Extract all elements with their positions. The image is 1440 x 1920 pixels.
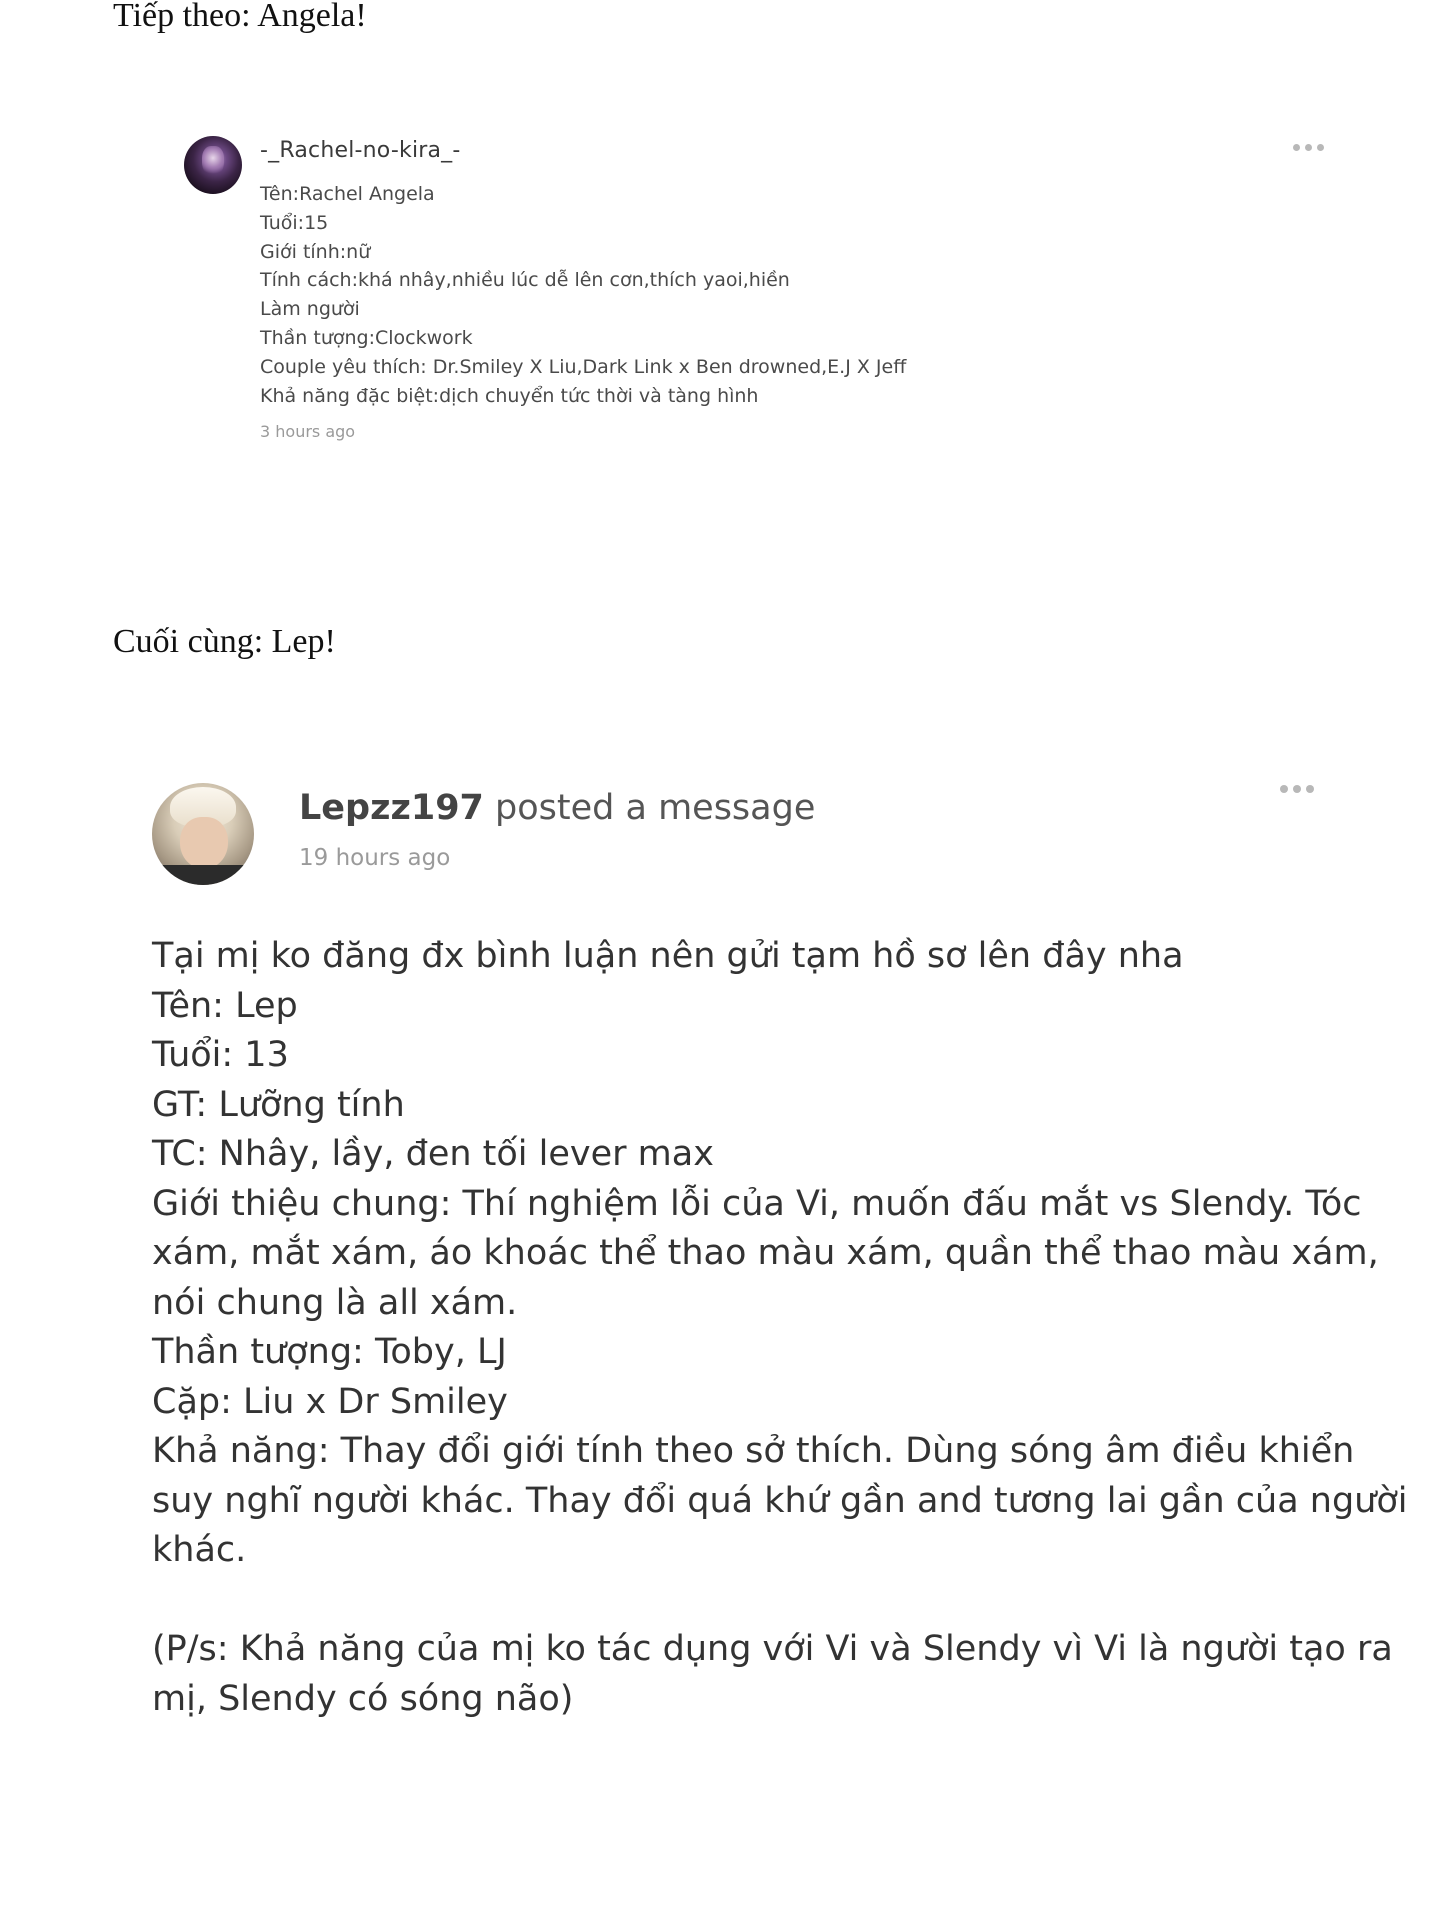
section-heading-lep: Cuối cùng: Lep! bbox=[113, 623, 336, 660]
post-line: Cặp: Liu x Dr Smiley bbox=[152, 1381, 508, 1422]
avatar-face bbox=[180, 817, 228, 869]
post-line: Tuổi: 13 bbox=[152, 1035, 289, 1075]
dot bbox=[1293, 785, 1301, 793]
comment-line: Giới tính:nữ bbox=[260, 240, 371, 263]
avatar[interactable] bbox=[184, 136, 242, 194]
post-timestamp: 19 hours ago bbox=[299, 845, 451, 871]
comment-line: Tên:Rachel Angela bbox=[260, 183, 435, 205]
avatar[interactable] bbox=[152, 783, 254, 885]
post-line: suy nghĩ người khác. Thay đổi quá khứ gần and tương lai gần của người bbox=[152, 1480, 1408, 1521]
comment-timestamp: 3 hours ago bbox=[260, 422, 356, 441]
comment-line: Làm người bbox=[260, 298, 360, 321]
post-line: Tên: Lep bbox=[152, 985, 298, 1026]
post-line: mị, Slendy có sóng não) bbox=[152, 1678, 574, 1719]
post-line: khác. bbox=[152, 1530, 247, 1570]
post-line: Tại mị ko đăng đx bình luận nên gửi tạm hồ sơ lên đây nha bbox=[152, 936, 1184, 976]
comment-card bbox=[0, 0, 1440, 480]
post-blank-line bbox=[152, 1576, 1408, 1626]
post-line: xám, mắt xám, áo khoác thể thao màu xám, quần thể thao màu xám, bbox=[152, 1233, 1379, 1273]
dot bbox=[1317, 144, 1324, 151]
more-horizontal-icon[interactable] bbox=[1293, 144, 1324, 151]
post-line: Khả năng: Thay đổi giới tính theo sở thích. Dùng sóng âm điều khiển bbox=[152, 1431, 1355, 1471]
more-horizontal-icon[interactable] bbox=[1280, 785, 1314, 793]
comment-line: Khả năng đặc biệt:dịch chuyển tức thời và tàng hình bbox=[260, 384, 759, 407]
comment-line: Tuổi:15 bbox=[260, 211, 329, 234]
avatar-shirt bbox=[152, 865, 254, 885]
comment-body bbox=[260, 180, 906, 410]
comment-line: Thần tượng:Clockwork bbox=[260, 326, 473, 349]
post-header bbox=[299, 786, 815, 830]
post-line: GT: Lưỡng tính bbox=[152, 1084, 405, 1125]
post-line: nói chung là all xám. bbox=[152, 1282, 518, 1323]
post-action: posted a message bbox=[483, 788, 816, 828]
comment-line: Tính cách:khá nhây,nhiều lúc dễ lên cơn,thích yaoi,hiền bbox=[260, 269, 790, 292]
post-line: Thần tượng: Toby, LJ bbox=[152, 1332, 507, 1372]
post-line: TC: Nhây, lầy, đen tối lever max bbox=[152, 1134, 714, 1174]
post-line: Giới thiệu chung: Thí nghiệm lỗi của Vi, muốn đấu mắt vs Slendy. Tóc bbox=[152, 1183, 1362, 1224]
dot bbox=[1305, 144, 1312, 151]
comment-line: Couple yêu thích: Dr.Smiley X Liu,Dark Link x Ben drowned,E.J X Jeff bbox=[260, 355, 907, 378]
dot bbox=[1306, 785, 1314, 793]
dot bbox=[1293, 144, 1300, 151]
post-author[interactable]: Lepzz197 bbox=[299, 788, 484, 828]
post-line: (P/s: Khả năng của mị ko tác dụng với Vi và Slendy vì Vi là người tạo ra bbox=[152, 1629, 1393, 1669]
comment-username[interactable]: -_Rachel-no-kira_- bbox=[260, 138, 461, 163]
section-heading-angela: Tiếp theo: Angela! bbox=[113, 0, 367, 34]
dot bbox=[1280, 785, 1288, 793]
post-body bbox=[152, 932, 1408, 1724]
